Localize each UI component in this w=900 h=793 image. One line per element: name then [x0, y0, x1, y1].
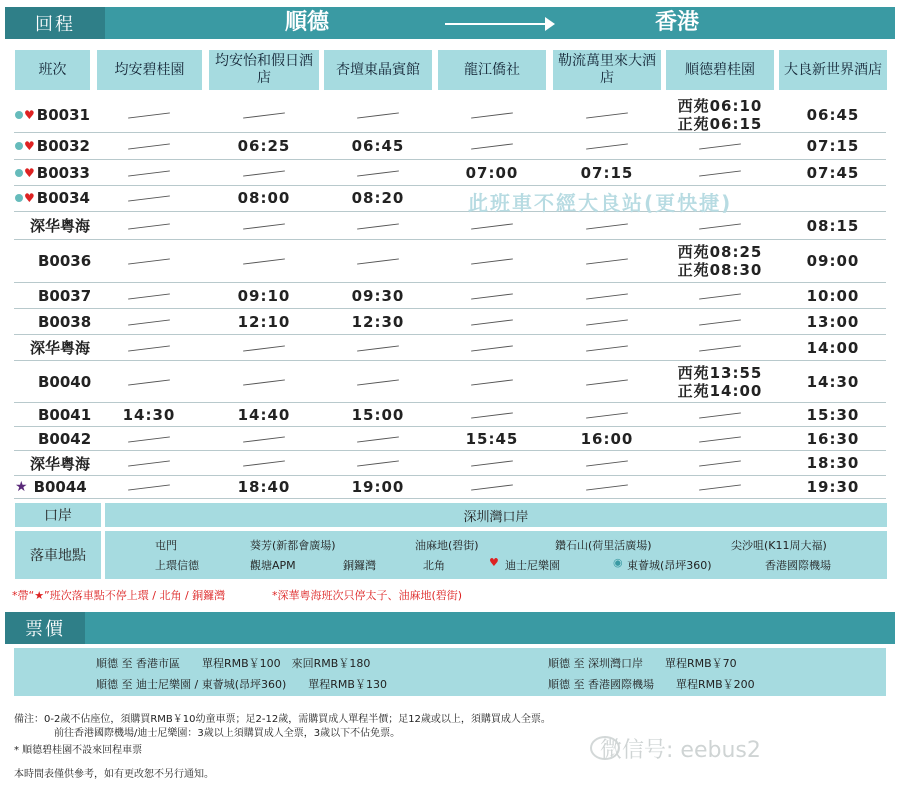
departure-time-line: 正苑14:00	[677, 381, 763, 400]
dropoff-item: 油麻地(碧街)	[415, 539, 479, 552]
bus-label: 深华粤海	[30, 339, 91, 357]
no-stop-dash	[586, 293, 628, 299]
no-stop-dash	[128, 379, 170, 385]
bus-number	[38, 286, 91, 306]
departure-time: 19:00	[351, 478, 405, 496]
dropoff-item: 香港國際機場	[765, 559, 831, 572]
departure-time: 07:15	[806, 137, 860, 155]
bus-label: B0041	[38, 405, 92, 424]
no-stop-dash	[243, 258, 285, 264]
no-stop-dash	[586, 460, 628, 466]
no-stop-dash	[471, 258, 513, 264]
fare-item: 順德 至 深圳灣口岸 單程RMB￥70	[548, 657, 737, 670]
row-divider	[14, 334, 886, 335]
section-title: 回程	[5, 7, 105, 39]
no-stop-dash	[471, 484, 513, 490]
column-header: 杏壇東晶賓館	[324, 50, 432, 90]
no-stop-dash	[128, 112, 170, 118]
mickey-icon: ♥	[489, 556, 499, 569]
bus-number	[15, 163, 90, 183]
row-divider	[14, 159, 886, 160]
note-line: 前往香港國際機場/迪士尼樂園：3歲以上須購買成人全票，3歲以下不佔免票。	[54, 728, 401, 739]
dropoff-item: 鑽石山(荷里活廣場)	[555, 539, 652, 552]
departure-time: 15:45	[465, 429, 519, 448]
no-stop-dash	[357, 112, 399, 118]
no-stop-dash	[471, 112, 513, 118]
bus-label: 深华粤海	[30, 454, 91, 473]
column-header: 均安碧桂園	[97, 50, 202, 90]
dropoff-item: 屯門	[155, 539, 177, 552]
departure-time: 12:10	[237, 312, 291, 331]
watermark: 微信号: eebus2	[600, 738, 761, 763]
departure-time: 14:30	[806, 372, 860, 391]
return-header-bar	[5, 7, 895, 39]
no-stop-dash	[586, 379, 628, 385]
departure-time: 15:00	[351, 405, 405, 424]
no-stop-dash	[471, 379, 513, 385]
mickey-icon: ♥	[24, 165, 35, 180]
no-stop-dash	[243, 112, 285, 118]
departure-time: 16:00	[580, 429, 634, 448]
bus-number	[15, 136, 90, 156]
departure-time: 08:20	[351, 189, 405, 207]
bus-number	[38, 429, 91, 449]
departure-time-line: 正苑08:30	[677, 261, 763, 279]
footnote-star: *帶“★”班次落車點不停上環 / 北角 / 銅鑼灣	[12, 589, 226, 602]
origin-city: 順德	[285, 10, 330, 35]
departure-time: 18:40	[237, 478, 291, 496]
no-stop-dash	[699, 223, 741, 229]
no-stop-dash	[471, 319, 513, 325]
row-divider	[14, 426, 886, 427]
fare-header-bar	[5, 612, 895, 644]
column-header: 大良新世界酒店	[779, 50, 887, 90]
dropoff-box	[105, 531, 887, 579]
fare-item: 順德 至 香港市區 單程RMB￥100 來回RMB￥180	[96, 657, 371, 670]
no-stop-dash	[471, 223, 513, 229]
departure-time: 07:15	[580, 163, 634, 182]
no-stop-dash	[357, 379, 399, 385]
bus-label: B0042	[38, 429, 92, 448]
destination-city: 香港	[655, 10, 700, 35]
no-stop-dash	[471, 345, 513, 351]
port-value: 深圳灣口岸	[105, 503, 887, 527]
fare-box	[14, 648, 886, 696]
no-stop-dash	[699, 170, 741, 176]
dropoff-item: 上環信德	[155, 559, 199, 572]
departure-time: 14:00	[806, 338, 860, 357]
no-stop-dash	[357, 460, 399, 466]
column-header: 勒流萬里來大酒店	[553, 50, 661, 90]
dropoff-item: 銅鑼灣	[343, 559, 376, 572]
departure-time: 18:30	[806, 454, 860, 472]
no-stop-dash	[243, 460, 285, 466]
no-stop-dash	[586, 345, 628, 351]
no-stop-dash	[699, 484, 741, 490]
no-stop-dash	[586, 223, 628, 229]
cable-car-icon	[15, 142, 23, 150]
no-stop-dash	[586, 112, 628, 118]
no-stop-dash	[128, 484, 170, 490]
no-stop-dash	[128, 345, 170, 351]
departure-time: 08:00	[237, 189, 291, 207]
bus-number	[15, 477, 87, 497]
no-stop-dash	[699, 319, 741, 325]
column-header: 班次	[15, 50, 90, 90]
no-stop-dash	[586, 143, 628, 149]
bus-label: 深华粤海	[30, 217, 91, 235]
fare-item: 順德 至 香港國際機場 單程RMB￥200	[548, 678, 755, 691]
fare-title: 票價	[5, 612, 85, 644]
no-stop-dash	[699, 143, 741, 149]
note-line: 備注：0-2歲不佔座位，須購買RMB￥10幼童車票；足2-12歲，需購買成人單程半價；足12歲或以上，須購買成人全票。	[14, 714, 551, 725]
no-stop-dash	[357, 258, 399, 264]
no-stop-dash	[699, 436, 741, 442]
departure-time: 09:10	[237, 286, 291, 305]
row-divider	[14, 239, 886, 240]
departure-time: 09:30	[351, 286, 405, 305]
no-stop-dash	[699, 460, 741, 466]
no-stop-dash	[243, 345, 285, 351]
no-stop-dash	[128, 143, 170, 149]
note-line: * 順德碧桂園不設來回程車票	[14, 745, 143, 756]
express-notice: 此班車不經大良站(更快捷)	[468, 191, 733, 215]
row-divider	[14, 308, 886, 309]
no-stop-dash	[699, 293, 741, 299]
no-stop-dash	[128, 319, 170, 325]
no-stop-dash	[243, 436, 285, 442]
bus-label: B0038	[38, 312, 92, 331]
bus-number	[15, 188, 90, 208]
dropoff-item: 北角	[423, 559, 445, 572]
departure-time: 13:00	[806, 312, 860, 331]
column-header: 龍江僑社	[438, 50, 546, 90]
bus-number	[38, 405, 91, 425]
bus-number	[38, 372, 91, 392]
no-stop-dash	[357, 345, 399, 351]
fare-item: 順德 至 迪士尼樂園 / 東薈城(昂坪360) 單程RMB￥130	[96, 678, 387, 691]
no-stop-dash	[699, 412, 741, 418]
departure-time: 08:15	[806, 216, 860, 235]
no-stop-dash	[586, 258, 628, 264]
bus-label: B0033	[36, 163, 90, 182]
footnote-shenhua: *深華粤海班次只停太子、油麻地(碧街)	[272, 589, 463, 602]
row-divider	[14, 282, 886, 283]
bus-number	[30, 453, 90, 473]
no-stop-dash	[243, 170, 285, 176]
row-divider	[14, 402, 886, 403]
dropoff-item: 葵芳(新都會廣場)	[250, 539, 336, 552]
row-divider	[14, 475, 886, 476]
no-stop-dash	[471, 412, 513, 418]
no-stop-dash	[128, 293, 170, 299]
departure-time-line: 西苑08:25	[677, 243, 763, 261]
departure-time-line: 西苑13:55	[677, 363, 763, 382]
dropoff-item: 東薈城(昂坪360)	[627, 559, 712, 572]
no-stop-dash	[471, 143, 513, 149]
no-stop-dash	[586, 412, 628, 418]
no-stop-dash	[128, 170, 170, 176]
departure-time	[665, 97, 775, 133]
column-header: 均安怡和假日酒店	[209, 50, 319, 90]
row-divider	[14, 211, 886, 212]
arrow-head-icon	[545, 17, 555, 31]
bus-label: B0040	[38, 372, 92, 391]
note-line: 本時間表僅供參考，如有更改恕不另行通知。	[14, 769, 214, 780]
departure-time: 19:30	[806, 478, 860, 496]
departure-time: 09:00	[806, 252, 860, 270]
dropoff-label: 落車地點	[15, 531, 101, 579]
departure-time: 15:30	[806, 405, 860, 424]
departure-time: 06:45	[806, 105, 860, 124]
bus-label: B0044	[33, 478, 87, 496]
departure-time: 06:45	[351, 137, 405, 155]
departure-time: 10:00	[806, 286, 860, 305]
no-stop-dash	[357, 170, 399, 176]
dropoff-item: 尖沙咀(K11周大福)	[731, 539, 827, 552]
row-divider	[14, 450, 886, 451]
departure-time-line: 西苑06:10	[677, 96, 763, 115]
bus-label: B0031	[36, 105, 90, 124]
no-stop-dash	[586, 319, 628, 325]
no-stop-dash	[699, 345, 741, 351]
cable-car-icon	[15, 194, 23, 202]
mickey-icon: ♥	[24, 107, 35, 122]
arrow-icon	[445, 23, 549, 25]
row-divider	[14, 185, 886, 186]
cable-car-icon	[15, 169, 23, 177]
departure-time: 12:30	[351, 312, 405, 331]
column-header: 順德碧桂園	[666, 50, 774, 90]
no-stop-dash	[471, 293, 513, 299]
departure-time: 06:25	[237, 137, 291, 155]
no-stop-dash	[357, 223, 399, 229]
bus-label: B0032	[36, 137, 90, 155]
departure-time: 07:00	[465, 163, 519, 182]
no-stop-dash	[128, 436, 170, 442]
no-stop-dash	[471, 460, 513, 466]
bus-number	[38, 251, 91, 271]
departure-time	[665, 364, 775, 400]
no-stop-dash	[128, 258, 170, 264]
row-divider	[14, 360, 886, 361]
no-stop-dash	[586, 484, 628, 490]
departure-time: 07:45	[806, 163, 860, 182]
bus-number	[15, 105, 90, 125]
bus-label: B0036	[38, 252, 92, 270]
mickey-icon: ♥	[24, 191, 35, 205]
no-stop-dash	[243, 223, 285, 229]
bus-label: B0034	[36, 189, 90, 207]
cable-car-icon	[15, 111, 23, 119]
star-icon: ★	[15, 479, 28, 495]
departure-time: 14:40	[237, 405, 291, 424]
departure-time: 16:30	[806, 429, 860, 448]
no-stop-dash	[128, 460, 170, 466]
cable-car-icon: ◉	[613, 556, 623, 569]
dropoff-item: 觀塘APM	[250, 559, 296, 572]
no-stop-dash	[128, 195, 170, 201]
mickey-icon: ♥	[24, 139, 35, 153]
bus-number	[38, 312, 91, 332]
no-stop-dash	[357, 436, 399, 442]
port-label: 口岸	[15, 503, 101, 527]
bus-number	[30, 216, 90, 236]
departure-time: 14:30	[122, 405, 176, 424]
departure-time	[665, 243, 775, 279]
departure-time-line: 正苑06:15	[677, 114, 763, 133]
bus-label: B0037	[38, 286, 92, 305]
row-divider	[14, 498, 886, 499]
no-stop-dash	[128, 223, 170, 229]
bus-number	[30, 338, 90, 358]
no-stop-dash	[243, 379, 285, 385]
dropoff-item: 迪士尼樂園	[505, 559, 560, 572]
